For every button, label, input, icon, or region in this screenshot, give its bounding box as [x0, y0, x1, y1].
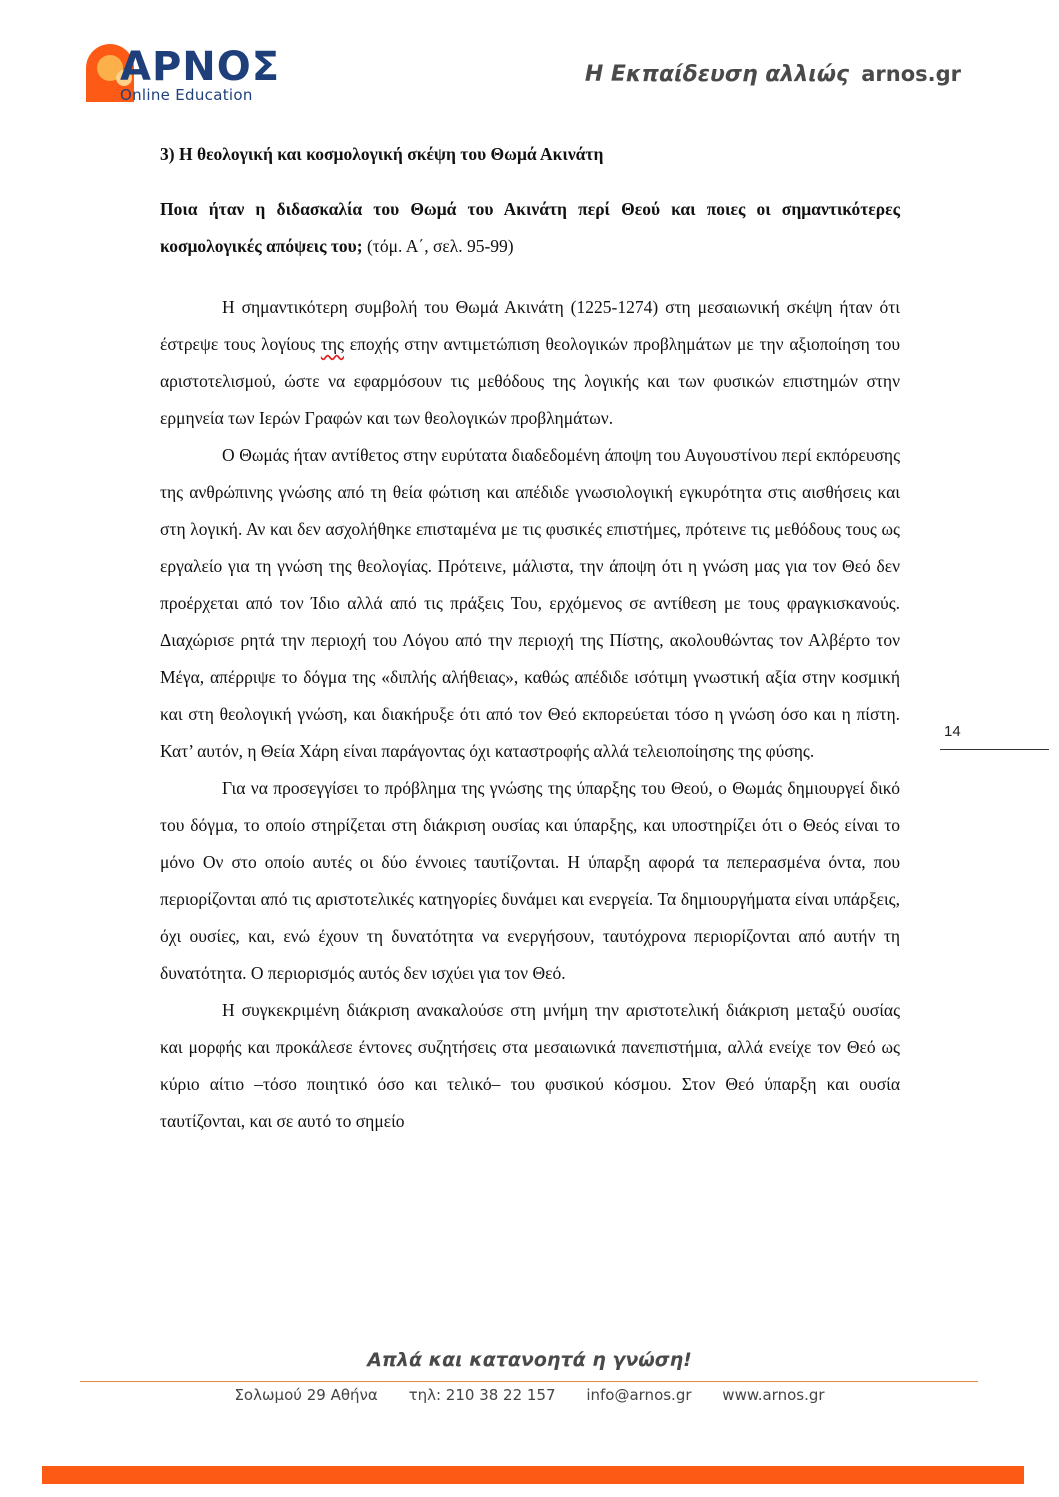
paragraph-2: Ο Θωμάς ήταν αντίθετος στην ευρύτατα διαδεδομένη άποψη του Αυγουστίνου περί εκπόρευσης της ανθρώπινης γνώσης από τη θεία φώτιση και απέδιδε γνωσιολογική εγκυρότητα στις αισθήσεις και στη λογική. Αν και δεν ασχολήθηκε επισταμένα με τις φυσικές επιστήμες, πρότεινε τις μεθόδους τους ως εργαλείο για τη γνώση της θεολογίας. Πρότεινε, μάλιστα, την άποψη ότι η γνώση μας για τον Θεό δεν προέρχεται από τον Ίδιο αλλά από τις πράξεις Του, ερχόμενος σε αντίθεση με τους φραγκισκανούς. Διαχώρισε ρητά την περιοχή του Λόγου από την περιοχή της Πίστης, ακολουθώντας τον Αλβέρτο τον Μέγα, απέρριψε το δόγμα της «διπλής αλήθειας», καθώς απέδιδε ισότιμη γνωστική αξία στην κοσμική και στη θεολογική γνώση, και διακήρυξε ότι από τον Θεό εκπορεύεται τόσο η γνώση όσο και η πίστη. Κατ’ αυτόν, η Θεία Χάρη είναι παράγοντας όχι καταστροφής αλλά τελειοποίησης της φύσης.: [160, 445, 900, 761]
paragraph-1-end: εποχής στην αντιμετώπιση θεολογικών προβλημάτων με την αξιοποίηση του αριστοτελισμού, ώστε να εφαρμόσουν τις μεθόδους της λογικής και των φυσικών επιστημών στην ερμηνεία των Ιερών Γραφών και των θεολογικών προβλημάτων.: [160, 334, 900, 428]
page-number: 14: [944, 723, 961, 740]
header-site: arnos.gr: [861, 62, 961, 86]
page-number-rule: [940, 749, 1049, 750]
section-title: 3) Η θεολογική και κοσμολογική σκέψη του Θωμά Ακινάτη: [160, 144, 604, 164]
logo-subtitle: Online Education: [120, 86, 253, 104]
logo-brand: ΑΡΝΟΣ: [120, 44, 281, 90]
paragraph-3: Για να προσεγγίσει το πρόβλημα της γνώσης της ύπαρξης του Θεού, ο Θωμάς δημιουργεί δικό του δόγμα, το οποίο στηρίζεται στη διάκριση ουσίας και ύπαρξης, και υποστηρίζει ότι ο Θεός είναι το μόνο Ον στο οποίο αυτές οι δύο έννοιες ταυτίζονται. Η ύπαρξη αφορά τα πεπερασμένα όντα, που περιορίζονται από τις αριστοτελικές κατηγορίες δυνάμει και ενεργεία. Τα δημιουργήματα είναι υπάρξεις, όχι ουσίες, και, ενώ έχουν τη δυνατότητα να ενεργήσουν, ταυτόχρονα περιορίζονται από αυτήν τη δυνατότητα. Ο περιορισμός αυτός δεν ισχύει για τον Θεό.: [160, 778, 900, 983]
footer-slogan: Απλά και κατανοητά η γνώση!: [367, 1349, 692, 1371]
footer-website: www.arnos.gr: [722, 1386, 825, 1404]
header-tagline: Η Εκπαίδευση αλλιώς: [584, 62, 849, 87]
footer-color-bar: [42, 1466, 1024, 1484]
question-paragraph: [160, 191, 900, 265]
paragraph-1: [160, 289, 900, 437]
document-body: [160, 136, 900, 1140]
paragraph-1-start: Η σημαντικότερη συμβολή του Θωμά Ακινάτη (1225-1274) στη μεσαιωνική σκέψη ήταν ότι έστρεψε τους λογίους: [160, 297, 900, 354]
footer-divider: [80, 1381, 978, 1382]
footer-address: Σολωμού 29 Αθήνα: [234, 1386, 378, 1404]
question-reference: (τόμ. Α΄, σελ. 95-99): [362, 236, 514, 256]
question-text: Ποια ήταν η διδασκαλία του Θωμά του Ακινάτη περί Θεού και ποιες οι σημαντικότερες κοσμολογικές απόψεις του;: [160, 199, 900, 256]
arnos-logo: [80, 42, 310, 108]
spellcheck-marked-word: της: [320, 334, 344, 354]
footer-email: info@arnos.gr: [586, 1386, 692, 1404]
footer-phone: τηλ: 210 38 22 157: [408, 1386, 556, 1404]
footer-contacts: [0, 1386, 1059, 1404]
paragraph-4: Η συγκεκριμένη διάκριση ανακαλούσε στη μνήμη την αριστοτελική διάκριση μεταξύ ουσίας και μορφής και προκάλεσε έντονες συζητήσεις στα μεσαιωνικά πανεπιστήμια, αλλά ενείχε τον Θεό ως κύριο αίτιο –τόσο ποιητικό όσο και τελικό– του φυσικού κόσμου. Στον Θεό ύπαρξη και ουσία ταυτίζονται, και σε αυτό το σημείο: [160, 1000, 900, 1131]
